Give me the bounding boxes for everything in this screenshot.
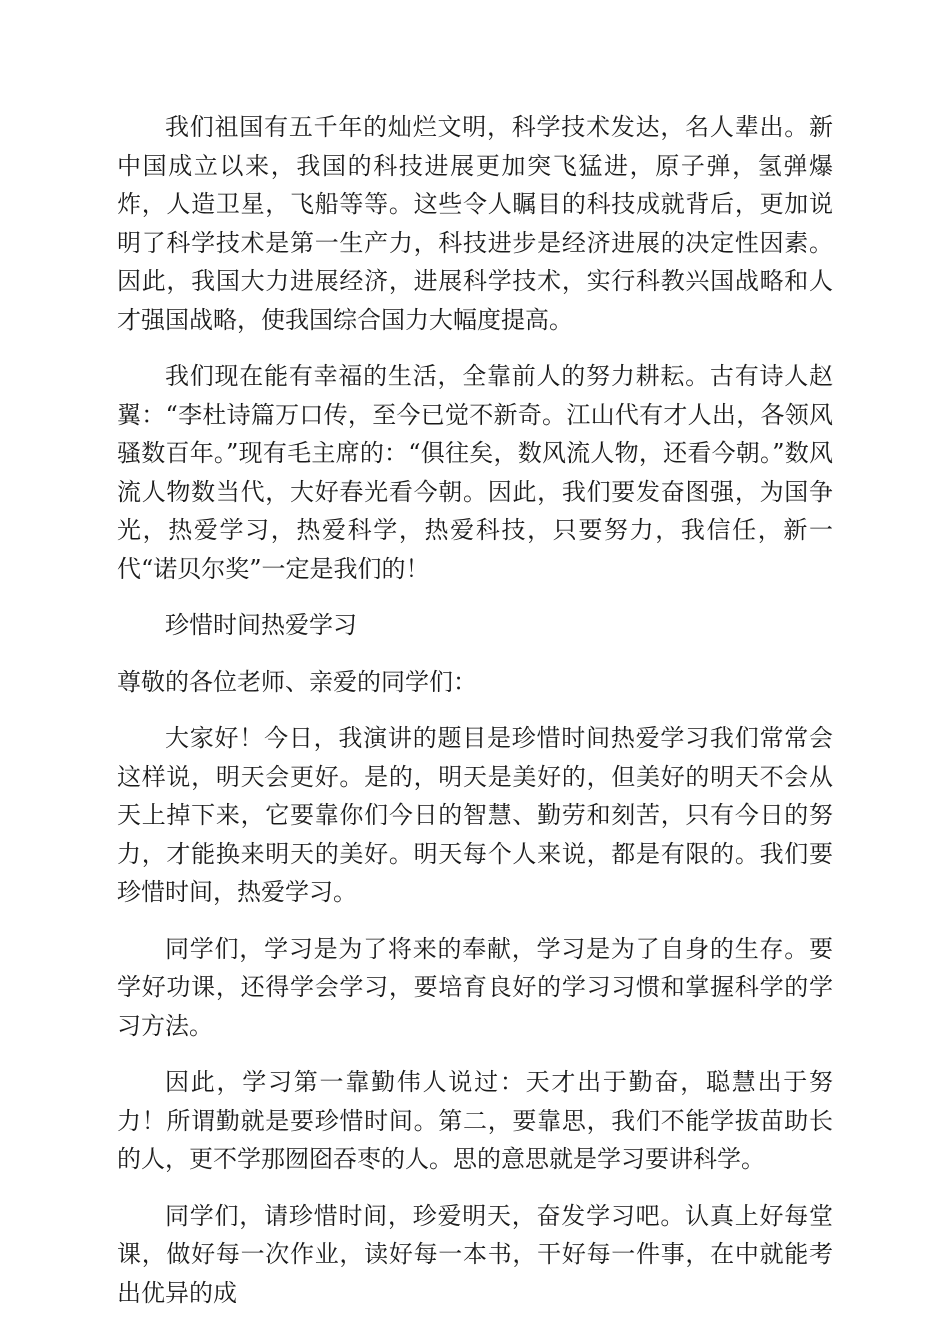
speech-title: 珍惜时间热爱学习 (165, 611, 357, 639)
document-body (117, 108, 833, 1330)
paragraph-predecessors: 我们现在能有幸福的生活，全靠前人的努力耕耘。古有诗人赵翼：“李杜诗篇万口传，至今已觉不新奇。江山代有才人出，各领风骚数百年。”现有毛主席的：“俱往矣，数风流人物，还看今朝。”数风流人物数当代，大好春光看今朝。因此，我们要发奋图强，为国争光，热爱学习，热爱科学，热爱科技，只要努力，我信任，新一代“诺贝尔奖”一定是我们的！ (117, 362, 833, 583)
paragraph-civilization: 我们祖国有五千年的灿烂文明，科学技术发达，名人辈出。新中国成立以来，我国的科技进展更加突飞猛进，原子弹，氢弹爆炸，人造卫星，飞船等等。这些令人瞩目的科技成就背后，更加说明了科学技术是第一生产力，科技进步是经济进展的决定性因素。因此，我国大力进展经济，进展科学技术，实行科教兴国战略和人才强国战略，使我国综合国力大幅度提高。 (117, 113, 833, 334)
speech-salutation: 尊敬的各位老师、亲爱的同学们： (117, 667, 477, 696)
speech-paragraph-diligence: 因此，学习第一靠勤伟人说过：天才出于勤奋，聪慧出于努力！所谓勤就是要珍惜时间。第二，要靠思，我们不能学拔苗助长的人，更不学那囫囵吞枣的人。思的意思就是学习要讲科学。 (117, 1068, 833, 1173)
speech-paragraph-greeting: 大家好！今日，我演讲的题目是珍惜时间热爱学习我们常常会这样说，明天会更好。是的，明天是美好的，但美好的明天不会从天上掉下来，它要靠你们今日的智慧、勤劳和刻苦，只有今日的努力，才能换来明天的美好。明天每个人来说，都是有限的。我们要珍惜时间，热爱学习。 (117, 724, 833, 906)
speech-paragraph-purpose: 同学们，学习是为了将来的奉献，学习是为了自身的生存。要学好功课，还得学会学习，要培育良好的学习习惯和掌握科学的学习方法。 (117, 934, 833, 1040)
speech-paragraph-closing: 同学们，请珍惜时间，珍爱明天，奋发学习吧。认真上好每堂课，做好每一次作业，读好每一本书，干好每一件事，在中就能考出优异的成 (117, 1201, 833, 1307)
